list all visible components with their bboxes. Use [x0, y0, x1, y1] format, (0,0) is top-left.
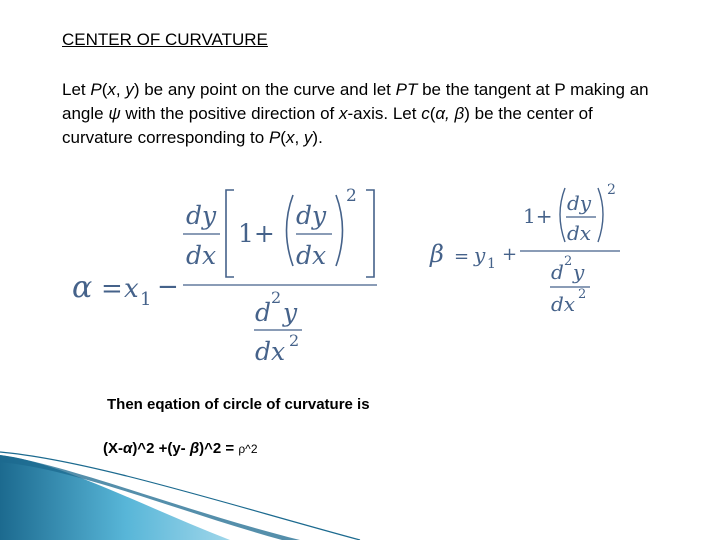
alpha-d2: d: [255, 298, 272, 327]
intro-var: P: [90, 80, 102, 99]
alpha-one-plus: 1+: [238, 219, 275, 248]
decorative-swoosh: [0, 440, 720, 540]
intro-text: (: [101, 80, 108, 99]
beta-symbol: β: [430, 240, 444, 268]
intro-text: (: [429, 104, 436, 123]
intro-text: -axis. Let: [347, 104, 422, 123]
alpha-dx: dx: [186, 241, 217, 270]
beta-one-plus: 1+: [523, 204, 553, 228]
intro-text: ,: [294, 128, 304, 147]
intro-text: (: [280, 128, 286, 147]
intro-var: x: [107, 80, 116, 99]
intro-text: ,: [115, 80, 126, 99]
intro-text: ) be the center of curvature corresponding to: [62, 104, 593, 147]
alpha-equals: =: [101, 274, 123, 304]
intro-text: with the positive direction of: [120, 104, 339, 123]
circle-eq-beta: β: [189, 440, 200, 457]
intro-var: P: [268, 128, 281, 147]
alpha-minus: −: [157, 272, 179, 302]
alpha-right-bracket: [366, 190, 374, 277]
beta-y2: y: [573, 260, 585, 284]
beta-plus: +: [502, 244, 518, 265]
alpha-dy-inner: dy: [296, 201, 327, 230]
intro-var: PT: [395, 80, 418, 99]
beta-dy: dy: [567, 191, 592, 215]
beta-d2: d: [551, 260, 564, 284]
intro-text: be the tangent at P making an angle: [62, 80, 649, 123]
intro-var: β: [454, 104, 465, 123]
alpha-d2-power: 2: [271, 288, 282, 307]
alpha-left-bracket: [226, 190, 234, 277]
intro-var: x: [285, 128, 295, 147]
beta-left-paren: [560, 188, 565, 242]
alpha-x-subscript: 1: [140, 289, 152, 310]
beta-power: 2: [607, 182, 616, 198]
alpha-dx-inner: dx: [296, 241, 327, 270]
circle-eq-part: )^2 +(y-: [132, 440, 190, 457]
swoosh-shape: [0, 455, 230, 540]
beta-d2-power: 2: [564, 254, 573, 269]
beta-y-subscript: 1: [487, 256, 496, 272]
beta-formula: [429, 182, 620, 316]
slide-title: CENTER OF CURVATURE: [62, 30, 268, 49]
alpha-dx-power: 2: [289, 331, 300, 350]
alpha-y: y: [283, 298, 298, 327]
alpha-power: 2: [346, 186, 357, 206]
beta-dx-power: 2: [578, 287, 587, 302]
alpha-dy: dy: [186, 201, 217, 230]
circle-eq-alpha: α: [123, 440, 133, 457]
circle-eq-rho: ρ^2: [238, 442, 258, 456]
alpha-left-paren: [287, 195, 294, 266]
alpha-symbol: α: [72, 270, 93, 305]
alpha-right-paren: [336, 195, 343, 266]
circle-eq-part: (X-: [103, 440, 123, 457]
alpha-formula: [72, 186, 377, 366]
alpha-dx-bottom: dx: [255, 337, 286, 366]
intro-var: x: [338, 104, 348, 123]
beta-equals: =: [454, 246, 470, 267]
beta-dx-bottom: dx: [551, 292, 576, 316]
beta-right-paren: [598, 188, 603, 242]
circle-eq-part: )^2 =: [199, 440, 239, 457]
alpha-x: x: [124, 274, 139, 304]
intro-var: ψ: [108, 104, 121, 123]
intro-var: c: [421, 104, 430, 123]
beta-y: y: [474, 243, 486, 267]
intro-text: ) be any point on the curve and let: [133, 80, 396, 99]
intro-var: y: [303, 128, 313, 147]
intro-var: y: [125, 80, 134, 99]
intro-text: Let: [62, 80, 91, 99]
circle-caption: Then eqation of circle of curvature is: [107, 396, 370, 413]
intro-text: ).: [312, 128, 323, 147]
intro-var: α,: [435, 104, 450, 123]
beta-dx: dx: [567, 221, 592, 245]
